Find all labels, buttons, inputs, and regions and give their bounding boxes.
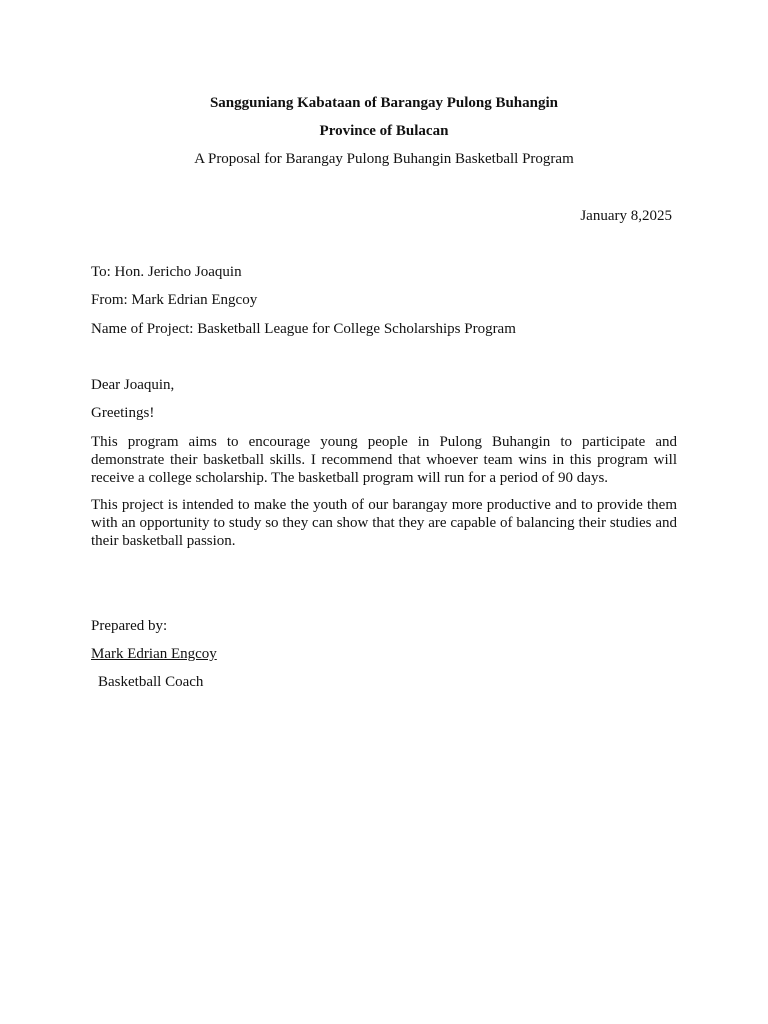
proposal-title: A Proposal for Barangay Pulong Buhangin Basketball Program [194,151,574,167]
memo-from: From: Mark Edrian Engcoy [91,292,258,308]
salutation: Dear Joaquin, [91,377,175,393]
body-paragraph-2: This project is intended to make the youth of our barangay more productive and to provide them with an opportunity to study so they can show that they are capable of balancing their studies and their basketball passion. [91,497,677,549]
province-name: Province of Bulacan [319,123,449,139]
signatory-name: Mark Edrian Engcoy [91,646,217,662]
greeting: Greetings! [91,405,155,421]
letter-date: January 8,2025 [580,208,672,224]
memo-to: To: Hon. Jericho Joaquin [91,264,242,280]
body-paragraph-1: This program aims to encourage young people in Pulong Buhangin to participate and demonstrate their basketball skills. I recommend that whoever team wins in this program will receive a college scholarship. The basketball program will run for a period of 90 days. [91,434,677,486]
signatory-position: Basketball Coach [98,674,204,690]
prepared-by-label: Prepared by: [91,618,168,634]
organization-name: Sangguniang Kabataan of Barangay Pulong Buhangin [209,95,559,111]
memo-project-name: Name of Project: Basketball League for College Scholarships Program [91,321,516,337]
